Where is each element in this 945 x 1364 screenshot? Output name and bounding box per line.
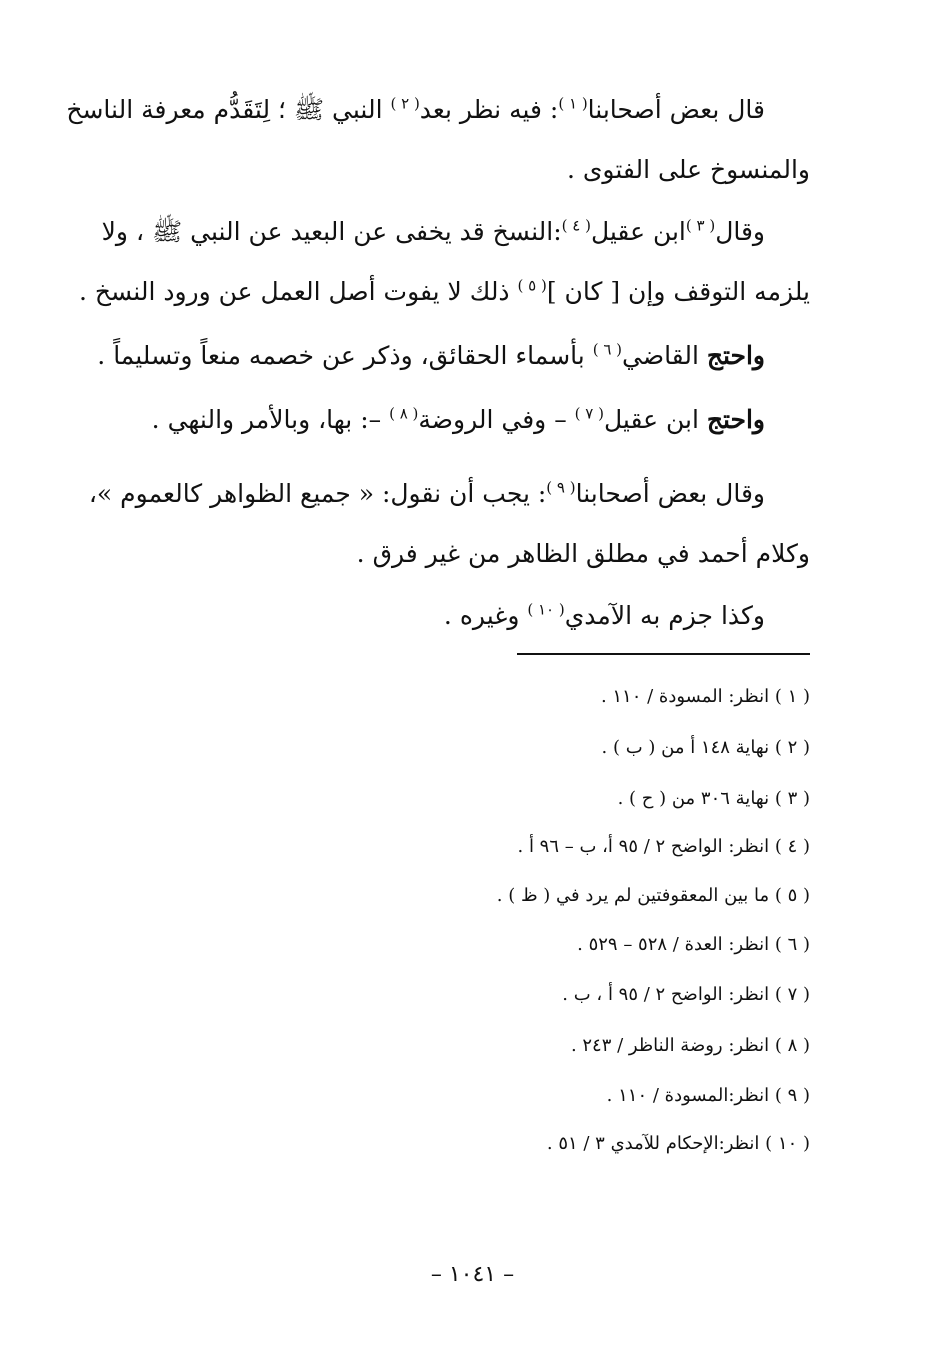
footnote-8: ( ٨ ) انظر: روضة الناظر / ٢٤٣ .: [570, 1035, 810, 1056]
footnote-ref-1[interactable]: ( ١ ): [558, 94, 588, 113]
paragraph-3-line-1: [97, 326, 810, 386]
text-run: وقال بعض أصحابنا: [575, 479, 765, 508]
paragraph-5: [88, 464, 810, 584]
paragraph-5-line-2: وكلام أحمد في مطلق الظاهر من غير فرق .: [356, 539, 810, 568]
footnote-ref-9[interactable]: ( ٩ ): [546, 478, 576, 497]
text-run: ذلك لا يفوت أصل العمل عن ورود النسخ .: [78, 277, 518, 306]
footnote-ref-8[interactable]: ( ٨ ): [389, 404, 419, 423]
page-number: – ١٠٤١ –: [430, 1262, 515, 1287]
paragraph-3: [97, 326, 810, 386]
text-run: القاضي: [622, 341, 707, 370]
paragraph-4: [110, 390, 810, 450]
text-run: بأسماء الحقائق، وذكر عن خصمه منعاً وتسليماً .: [97, 341, 593, 370]
footnote-1: ( ١ ) انظر: المسودة / ١١٠ .: [600, 686, 810, 707]
footnote-ref-2[interactable]: ( ٢ ): [390, 94, 420, 113]
footnote-9: ( ٩ ) انظر:المسودة / ١١٠ .: [606, 1085, 810, 1106]
text-run: ابن عقيل: [590, 217, 686, 246]
paragraph-6: [110, 586, 810, 646]
text-run: النبي ﷺ ؛ لِتَقَدُّم معرفة الناسخ: [66, 95, 391, 124]
footnote-ref-7[interactable]: ( ٧ ): [574, 404, 604, 423]
paragraph-2-line-1: [101, 202, 810, 262]
footnote-ref-3[interactable]: ( ٣ ): [685, 216, 716, 235]
paragraph-5-line-1: [88, 464, 810, 524]
footnote-7: ( ٧ ) انظر: الواضح ٢ / ٩٥ أ ، ب .: [562, 984, 810, 1005]
paragraph-1-line-1: [66, 80, 810, 140]
footnote-ref-10[interactable]: ( ١٠ ): [527, 600, 565, 619]
footnote-ref-5[interactable]: ( ٥ ): [517, 276, 547, 295]
text-run: يلزمه التوقف وإن [ كان ]: [546, 277, 810, 306]
footnote-10: ( ١٠ ) انظر:الإحكام للآمدي ٣ / ٥١ .: [546, 1133, 810, 1154]
footnote-ref-4[interactable]: ( ٤ ): [561, 216, 591, 235]
paragraph-2: [78, 202, 810, 322]
text-run: : يجب أن نقول: « جميع الظواهر كالعموم »،: [88, 479, 547, 508]
footnote-2: ( ٢ ) نهاية ١٤٨ أ من ( ب ) .: [601, 737, 810, 758]
footnote-6: ( ٦ ) انظر: العدة / ٥٢٨ – ٥٢٩ .: [577, 934, 810, 955]
text-run: وكذا جزم به الآمدي: [564, 601, 765, 630]
text-run: وغيره .: [443, 601, 528, 630]
footnote-4: ( ٤ ) انظر: الواضح ٢ / ٩٥ أ، ب – ٩٦ أ .: [517, 836, 810, 857]
footnote-5: ( ٥ ) ما بين المعقوفتين لم يرد في ( ظ ) .: [496, 885, 810, 906]
paragraph-4-line-1: [110, 390, 810, 450]
text-run: – وفي الروضة: [418, 405, 575, 434]
text-run: –: بها، وبالأمر والنهي .: [151, 405, 390, 434]
bold-keyword: واحتج: [706, 341, 765, 370]
paragraph-2-line-2: [78, 262, 810, 322]
paragraph-1-line-2: والمنسوخ على الفتوى .: [566, 155, 810, 184]
paragraph-1: [66, 80, 810, 200]
text-run: : فيه نظر بعد: [419, 95, 559, 124]
footnote-ref-6[interactable]: ( ٦ ): [592, 340, 622, 359]
text-run: :النسخ قد يخفى عن البعيد عن النبي ﷺ ، ولا: [101, 217, 562, 246]
footnote-3: ( ٣ ) نهاية ٣٠٦ من ( ح ) .: [617, 788, 810, 809]
paragraph-6-line-1: [110, 586, 810, 646]
text-run: وقال: [715, 217, 765, 246]
footnote-separator: [517, 653, 810, 655]
text-run: قال بعض أصحابنا: [587, 95, 765, 124]
text-run: ابن عقيل: [603, 405, 707, 434]
bold-keyword: واحتج: [706, 405, 765, 434]
